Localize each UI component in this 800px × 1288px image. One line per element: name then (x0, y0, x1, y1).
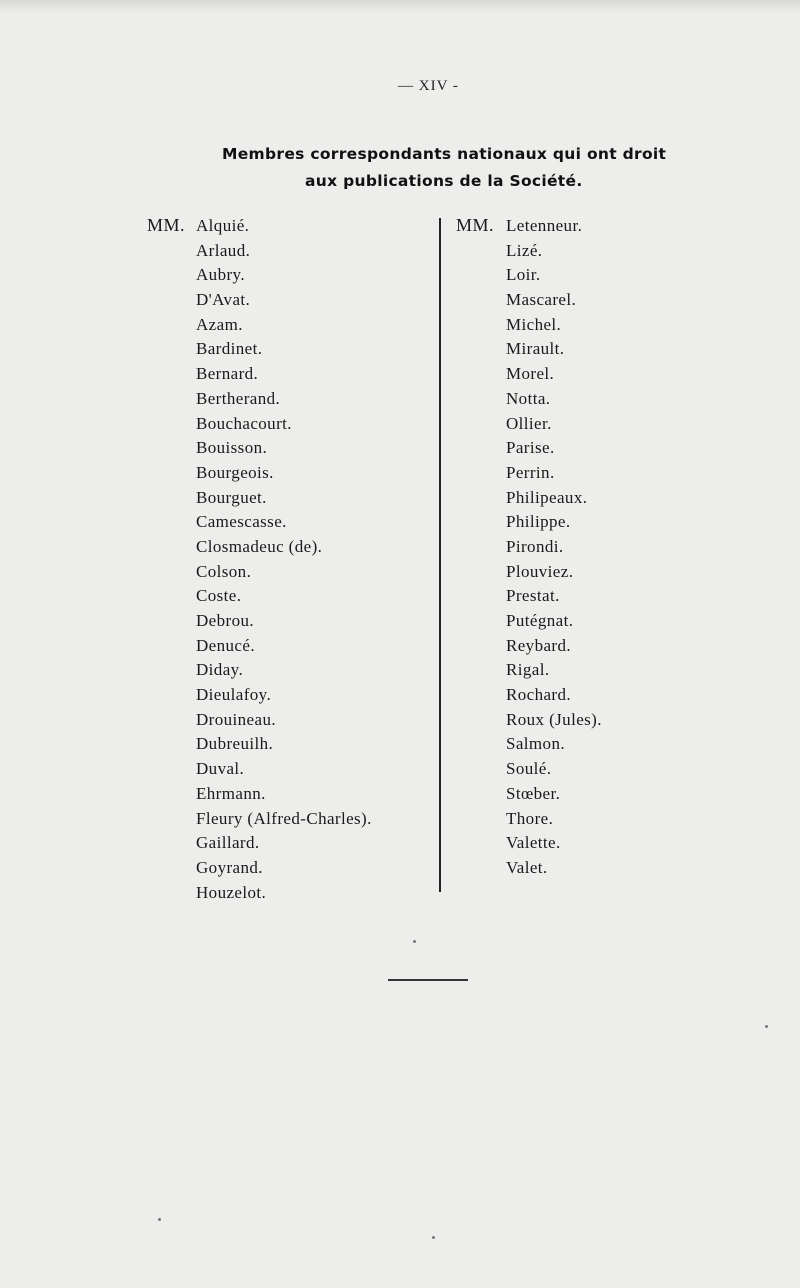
member-name: Bourgeois. (196, 462, 274, 482)
left-member-list (196, 215, 372, 906)
right-member-list (506, 215, 602, 882)
member-name: Reybard. (506, 635, 572, 655)
member-name: Bouchacourt. (196, 413, 292, 433)
ink-speck (432, 1236, 435, 1239)
member-name: Drouineau. (196, 709, 277, 729)
member-name: Bouisson. (196, 438, 268, 458)
member-name: Pirondi. (506, 536, 564, 556)
member-name: Perrin. (506, 462, 555, 482)
member-name: Bourguet. (196, 487, 267, 507)
ink-speck (158, 1218, 161, 1221)
member-name: Denucé. (196, 635, 255, 655)
member-name: Debrou. (196, 611, 255, 630)
member-name: Notta. (506, 388, 551, 408)
member-name: Michel. (506, 314, 562, 334)
member-name: Ollier. (506, 413, 552, 433)
member-name: Azam. (196, 314, 243, 334)
member-name: Diday. (196, 660, 244, 680)
member-name: Mirault. (506, 339, 565, 359)
column-divider (439, 218, 441, 892)
member-name: Philippe. (506, 512, 571, 532)
member-name: Valet. (506, 857, 548, 877)
member-name: Dubreuilh. (196, 734, 274, 754)
member-name: Stœber. (506, 783, 561, 803)
member-name: Rochard. (506, 685, 572, 705)
member-name: Bertherand. (196, 388, 281, 408)
member-name: Putégnat. (506, 611, 574, 630)
member-name: Roux (Jules). (506, 709, 602, 729)
page-top-edge (0, 0, 800, 14)
member-name: Salmon. (506, 734, 565, 754)
member-name: Plouviez. (506, 561, 574, 581)
member-name: Morel. (506, 364, 555, 384)
right-column-prefix: MM. (456, 215, 495, 235)
member-name: Colson. (196, 561, 252, 581)
section-heading-line-2: aux publications de la Société. (305, 172, 583, 190)
page-number: — XIV - (398, 78, 459, 94)
member-name: Dieulafoy. (196, 685, 272, 705)
left-column-prefix: MM. (147, 215, 186, 235)
member-name: Bardinet. (196, 339, 263, 359)
member-name: Rigal. (506, 660, 550, 680)
member-name: Letenneur. (506, 216, 583, 235)
member-name: Closmadeuc (de). (196, 536, 323, 556)
ink-speck (765, 1025, 768, 1028)
member-name: Valette. (506, 833, 561, 853)
member-name: Loir. (506, 265, 541, 285)
member-name: Aubry. (196, 265, 245, 285)
member-name: Fleury (Alfred-Charles). (196, 808, 372, 828)
member-name: Parise. (506, 438, 555, 458)
member-name: D'Avat. (196, 290, 251, 310)
member-name: Coste. (196, 586, 242, 606)
member-name: Gaillard. (196, 833, 260, 853)
ink-speck (413, 940, 416, 943)
member-name: Duval. (196, 759, 245, 779)
member-name: Bernard. (196, 364, 259, 384)
member-name: Ehrmann. (196, 783, 266, 803)
member-name: Soulé. (506, 759, 552, 779)
member-name: Lizé. (506, 240, 543, 260)
member-name: Prestat. (506, 586, 560, 606)
member-name: Houzelot. (196, 882, 267, 902)
member-name: Mascarel. (506, 290, 577, 310)
member-name: Camescasse. (196, 512, 287, 532)
member-name: Philipeaux. (506, 487, 588, 507)
section-heading-line-1: Membres correspondants nationaux qui ont droit (222, 145, 667, 163)
member-name: Arlaud. (196, 240, 251, 260)
member-name: Alquié. (196, 216, 250, 235)
member-name: Thore. (506, 808, 554, 828)
closing-rule (388, 979, 468, 981)
member-name: Goyrand. (196, 857, 263, 877)
